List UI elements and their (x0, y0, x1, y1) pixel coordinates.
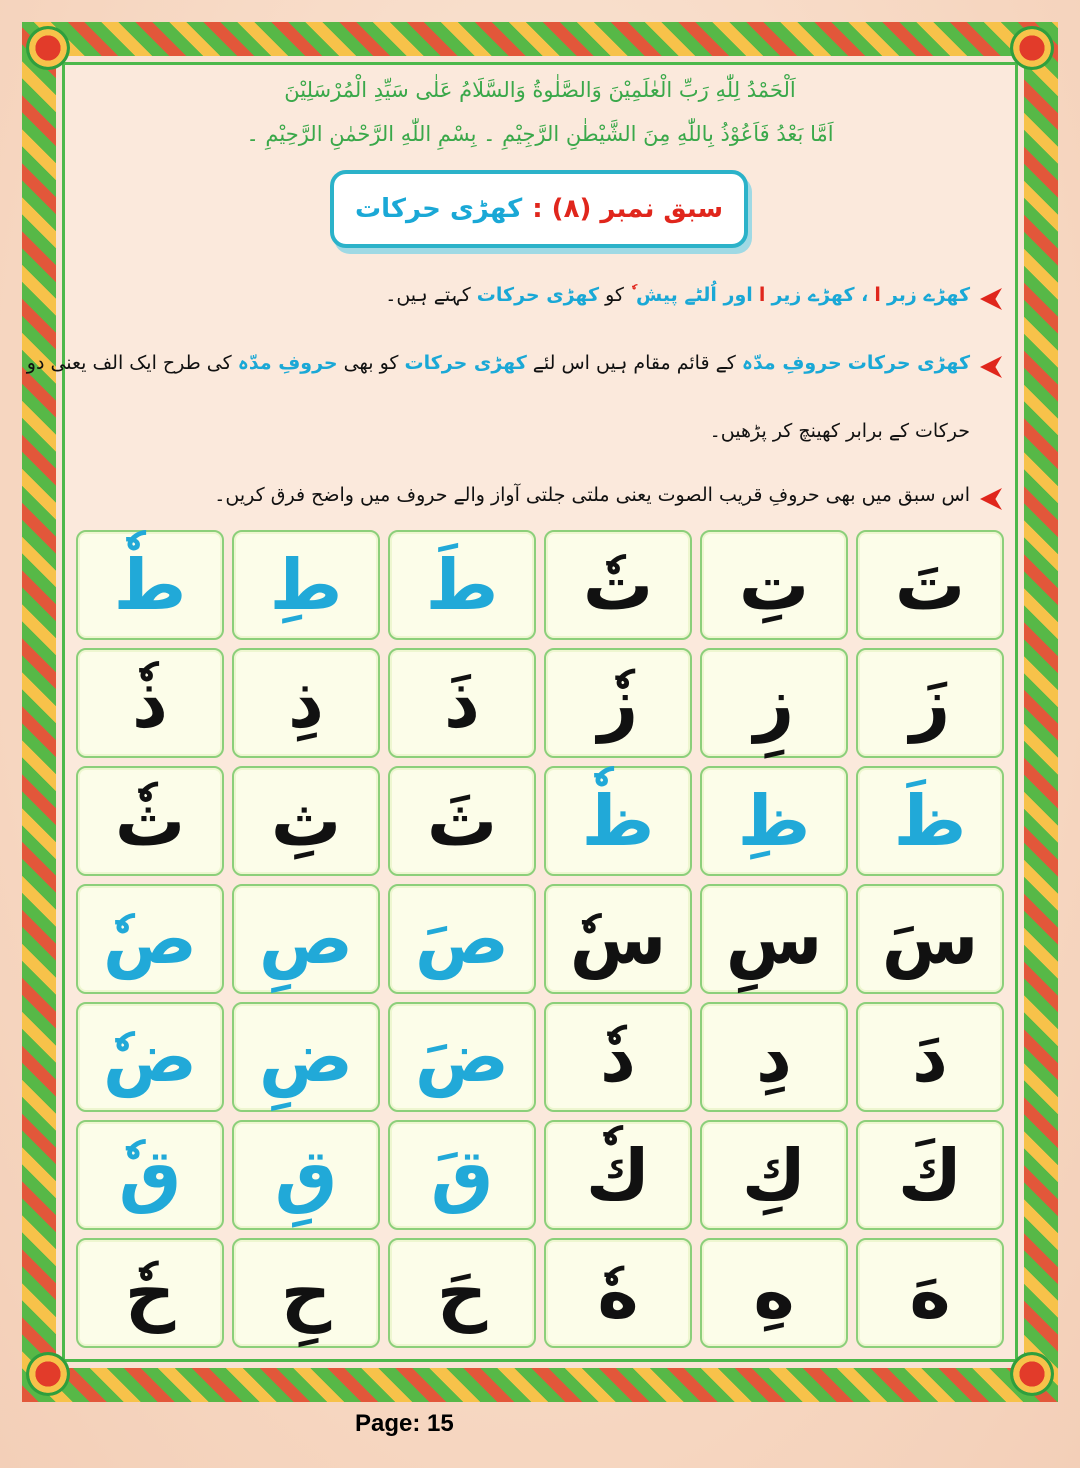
letter-cell: تِ (700, 530, 848, 640)
letter-cell: حَ (388, 1238, 536, 1348)
letter-cell: ظِ (700, 766, 848, 876)
term: کھڑے زبر (886, 284, 970, 306)
text: کی طرح ایک الف یعنی دو (26, 352, 232, 374)
paragraph-2 (27, 352, 970, 374)
letter-cell: حِ (232, 1238, 380, 1348)
term: حروفِ مدّہ (741, 352, 842, 374)
letter-cell: صِ (232, 884, 380, 994)
letter-cell: كٗ (544, 1120, 692, 1230)
term: کھڑی حرکات (476, 284, 600, 306)
text: کہتے ہیں۔ (385, 284, 471, 306)
mark: ا (874, 284, 881, 306)
lesson-number: سبق نمبر (۸) : (532, 194, 724, 224)
lesson-name: کھڑی حرکات (354, 194, 523, 224)
letter-cell: طَ (388, 530, 536, 640)
dua-line-1: اَلْحَمْدُ لِلّٰهِ رَبِّ الْعٰلَمِيْنَ وَالصَّلٰوةُ وَالسَّلَامُ عَلٰى سَيِّدِ الْمُرْسَلِيْنَ (284, 78, 796, 102)
page-number: Page: 15 (355, 1410, 454, 1437)
letter-cell: سٗ (544, 884, 692, 994)
letter-cell: هٗ (544, 1238, 692, 1348)
letter-cell: دَ (856, 1002, 1004, 1112)
term: حروفِ مدّہ (237, 352, 338, 374)
letter-cell: طِ (232, 530, 380, 640)
letter-cell: ثٗ (76, 766, 224, 876)
letter-cell: ثَ (388, 766, 536, 876)
letter-cell: هَ (856, 1238, 1004, 1348)
letter-cell: ضَ (388, 1002, 536, 1112)
letter-cell: ذٗ (76, 648, 224, 758)
letter-cell: ضِ (232, 1002, 380, 1112)
letter-grid (76, 530, 1004, 1348)
letter-cell: زَ (856, 648, 1004, 758)
paragraph-2-line-2: حرکات کے برابر کھینچ کر پڑھیں۔ (709, 420, 970, 442)
letter-cell: ذِ (232, 648, 380, 758)
dua-line-2: اَمَّا بَعْدُ فَاَعُوْذُ بِاللّٰهِ مِنَ الشَّيْطٰنِ الرَّجِيْمِ ۔ بِسْمِ اللّٰهِ الرَّحْمٰنِ الرَّحِيْمِ ۔ (246, 122, 834, 146)
letter-cell: كِ (700, 1120, 848, 1230)
text: کے قائم مقام ہیں اس لئے (532, 352, 736, 374)
letter-cell: قَ (388, 1120, 536, 1230)
letter-cell: زٗ (544, 648, 692, 758)
letter-cell: قٗ (76, 1120, 224, 1230)
letter-cell: سِ (700, 884, 848, 994)
letter-cell: هِ (700, 1238, 848, 1348)
letter-cell: تٗ (544, 530, 692, 640)
letter-cell: صٗ (76, 884, 224, 994)
corner-ornament-icon (1010, 26, 1054, 70)
text: کو بھی (343, 352, 399, 374)
letter-cell: ثِ (232, 766, 380, 876)
letter-cell: ظَ (856, 766, 1004, 876)
letter-cell: قِ (232, 1120, 380, 1230)
letter-cell: ضٗ (76, 1002, 224, 1112)
mark: ا (758, 284, 766, 306)
paragraph-3: اس سبق میں بھی حروفِ قریب الصوت یعنی ملتی جلتی آواز والے حروف میں واضح فرق کریں۔ (214, 484, 970, 506)
corner-ornament-icon (26, 26, 70, 70)
corner-ornament-icon (1010, 1352, 1054, 1396)
letter-cell: دٗ (544, 1002, 692, 1112)
corner-ornament-icon (26, 1352, 70, 1396)
letter-cell: طٗ (76, 530, 224, 640)
letter-cell: سَ (856, 884, 1004, 994)
text: کو (605, 284, 624, 306)
lesson-title (330, 170, 748, 248)
letter-cell: صَ (388, 884, 536, 994)
paragraph-1 (385, 284, 970, 306)
letter-cell: دِ (700, 1002, 848, 1112)
letter-cell: ذَ (388, 648, 536, 758)
term: کھڑی حرکات (404, 352, 527, 374)
letter-cell: حٗ (76, 1238, 224, 1348)
letter-cell: زِ (700, 648, 848, 758)
letter-cell: ظٗ (544, 766, 692, 876)
term: اور اُلٹے پیش (636, 284, 753, 306)
letter-cell: كَ (856, 1120, 1004, 1230)
term: کھڑی حرکات (847, 352, 970, 374)
term: ، کھڑے زیر (771, 284, 869, 306)
letter-cell: تَ (856, 530, 1004, 640)
